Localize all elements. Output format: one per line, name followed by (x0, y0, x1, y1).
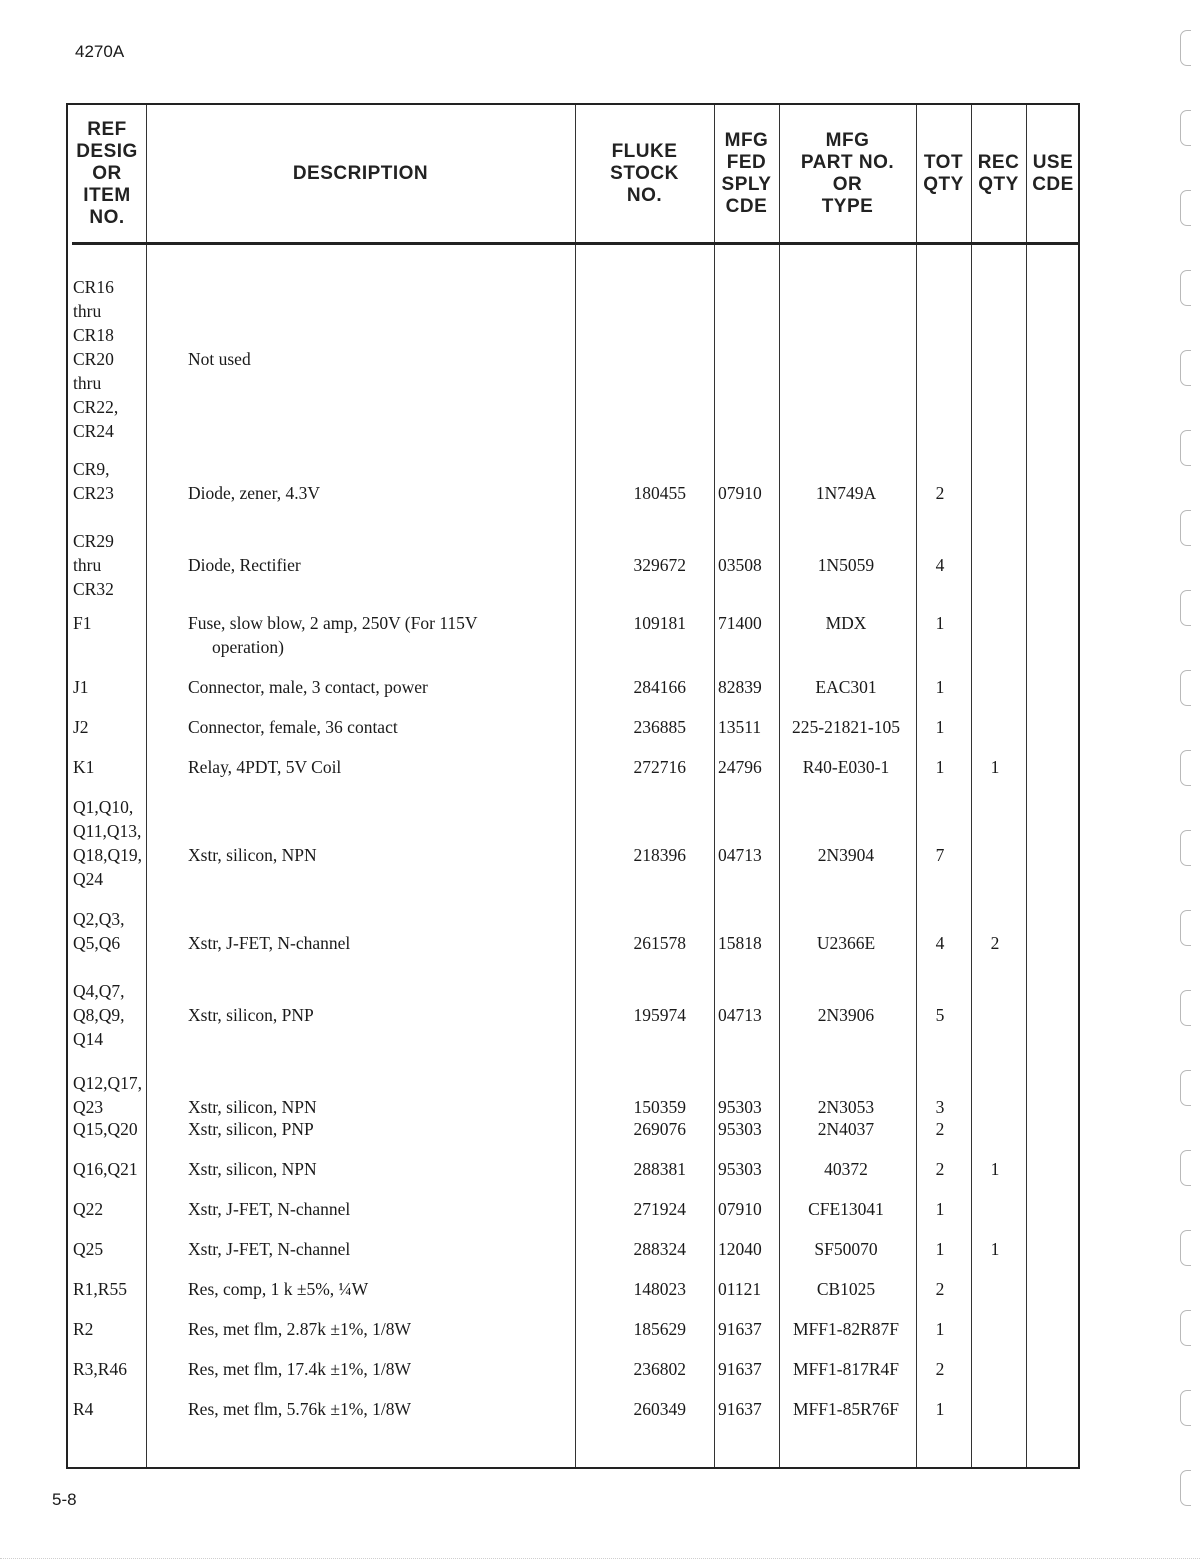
description-cell (188, 1317, 568, 1341)
column-divider (575, 105, 576, 1467)
description-cell (188, 715, 568, 739)
description-text: Xstr, J-FET, N-channel (188, 1239, 351, 1259)
mfg-fed-sply-cde-cell: 71400 (718, 613, 762, 633)
tot-qty-cell: 2 (935, 1359, 945, 1379)
mfg-fed-sply-cde-cell: 01121 (718, 1279, 762, 1299)
tot-qty-cell: 4 (935, 933, 945, 953)
fluke-stock-no-cell: 271924 (633, 1199, 686, 1219)
ref-desig-cell (73, 1397, 147, 1421)
ref-desig-line: R1,R55 (73, 1279, 127, 1299)
ref-desig-line: Q5,Q6 (73, 933, 121, 953)
ref-desig-cell (73, 907, 147, 955)
tot-qty-cell: 1 (935, 677, 945, 697)
ref-desig-cell (73, 457, 147, 505)
description-cell (188, 1277, 568, 1301)
ref-desig-line: Q8,Q9, (73, 1005, 125, 1025)
mfg-fed-sply-cde-cell: 95303 (718, 1159, 762, 1179)
ref-desig-line: CR24 (73, 421, 114, 441)
description-cell (188, 481, 568, 505)
ref-desig-line: CR29 (73, 531, 114, 551)
mfg-fed-sply-cde-cell: 04713 (718, 845, 762, 865)
ref-desig-cell (73, 611, 147, 635)
description-cell (188, 1397, 568, 1421)
ref-desig-line: R4 (73, 1399, 94, 1419)
mfg-part-no-cell: MFF1-817R4F (792, 1359, 899, 1379)
description-text: Relay, 4PDT, 5V Coil (188, 757, 342, 777)
mfg-fed-sply-cde-cell: 15818 (718, 933, 762, 953)
mfg-part-no-cell: MFF1-85R76F (792, 1399, 899, 1419)
column-divider (779, 105, 780, 1467)
binding-holes (1166, 0, 1200, 1568)
page-edge (0, 1558, 1200, 1560)
description-text: Xstr, J-FET, N-channel (188, 1199, 351, 1219)
tot-qty-cell: 1 (935, 1319, 945, 1339)
ref-desig-cell (73, 529, 147, 601)
mfg-part-no-cell: MDX (825, 613, 867, 633)
header-mfg-fed-sply-cde: MFG FED SPLY CDE (721, 129, 772, 217)
ref-desig-line: Q15,Q20 (73, 1119, 138, 1139)
mfg-fed-sply-cde-cell: 04713 (718, 1005, 762, 1025)
ref-desig-line: Q4,Q7, (73, 981, 125, 1001)
ref-desig-line: CR9, (73, 459, 110, 479)
fluke-stock-no-cell: 284166 (633, 677, 686, 697)
mfg-fed-sply-cde-cell: 91637 (718, 1319, 762, 1339)
mfg-part-no-cell: CFE13041 (808, 1199, 884, 1219)
parts-list-table (66, 103, 1080, 1469)
mfg-fed-sply-cde-cell: 07910 (718, 1199, 762, 1219)
ref-desig-line: K1 (73, 757, 95, 777)
description-cell (188, 347, 568, 371)
ref-desig-line: Q2,Q3, (73, 909, 125, 929)
mfg-fed-sply-cde-cell: 91637 (718, 1399, 762, 1419)
ref-desig-cell (73, 1357, 147, 1381)
header-fluke-stock-no: FLUKE STOCK NO. (610, 140, 679, 206)
tot-qty-cell: 2 (935, 483, 945, 503)
mfg-part-no-cell: 1N749A (815, 483, 877, 503)
description-continuation: operation) (212, 637, 284, 657)
tot-qty-cell: 5 (935, 1005, 945, 1025)
column-divider (714, 105, 715, 1467)
ref-desig-line: Q1,Q10, (73, 797, 134, 817)
description-text: Res, met flm, 2.87k ±1%, 1/8W (188, 1319, 411, 1339)
description-text: Connector, female, 36 contact (188, 717, 398, 737)
ref-desig-line: CR22, (73, 397, 119, 417)
header-tot-qty: TOT QTY (923, 151, 964, 195)
mfg-fed-sply-cde-cell: 13511 (718, 717, 762, 737)
mfg-part-no-cell: 40372 (824, 1159, 868, 1179)
description-text: Xstr, silicon, PNP (188, 1005, 314, 1025)
mfg-fed-sply-cde-cell: 95303 (718, 1097, 762, 1117)
fluke-stock-no-cell: 180455 (633, 483, 686, 503)
mfg-part-no-cell: MFF1-82R87F (792, 1319, 899, 1339)
description-cell (188, 1003, 568, 1027)
mfg-part-no-cell: 2N3906 (817, 1005, 875, 1025)
description-text: Res, met flm, 17.4k ±1%, 1/8W (188, 1359, 411, 1379)
description-text: Xstr, silicon, NPN (188, 1159, 317, 1179)
ref-desig-line: thru (73, 373, 102, 393)
header-description: DESCRIPTION (292, 162, 429, 184)
ref-desig-cell (73, 1157, 147, 1181)
ref-desig-line: thru (73, 555, 102, 575)
description-text: Diode, zener, 4.3V (188, 483, 320, 503)
tot-qty-cell: 1 (935, 717, 945, 737)
ref-desig-line: Q14 (73, 1029, 104, 1049)
ref-desig-line: Q22 (73, 1199, 104, 1219)
column-divider (916, 105, 917, 1467)
fluke-stock-no-cell: 288324 (633, 1239, 686, 1259)
header-ref-desig: REF DESIG OR ITEM NO. (76, 118, 138, 228)
ref-desig-line: CR16 (73, 277, 114, 297)
tot-qty-cell: 1 (935, 757, 945, 777)
header-rec-qty: REC QTY (977, 151, 1020, 195)
ref-desig-cell (73, 675, 147, 699)
description-cell (188, 553, 568, 577)
tot-qty-cell: 2 (935, 1279, 945, 1299)
ref-desig-cell (73, 1317, 147, 1341)
tot-qty-cell: 2 (935, 1159, 945, 1179)
mfg-fed-sply-cde-cell: 91637 (718, 1359, 762, 1379)
fluke-stock-no-cell: 288381 (633, 1159, 686, 1179)
fluke-stock-no-cell: 260349 (633, 1399, 686, 1419)
ref-desig-line: Q25 (73, 1239, 104, 1259)
mfg-part-no-cell: R40-E030-1 (802, 757, 890, 777)
ref-desig-cell (73, 1237, 147, 1261)
description-text: Xstr, silicon, NPN (188, 845, 317, 865)
ref-desig-line: Q16,Q21 (73, 1159, 138, 1179)
ref-desig-line: F1 (73, 613, 92, 633)
mfg-part-no-cell: 2N4037 (817, 1119, 875, 1139)
ref-desig-line: thru (73, 301, 102, 321)
ref-desig-line: J2 (73, 717, 89, 737)
description-text: Diode, Rectifier (188, 555, 301, 575)
header-use-cde: USE CDE (1032, 151, 1074, 195)
rec-qty-cell: 1 (990, 757, 1000, 777)
description-text: Not used (188, 349, 251, 369)
ref-desig-cell (73, 795, 147, 891)
fluke-stock-no-cell: 150359 (633, 1097, 686, 1117)
tot-qty-cell: 3 (935, 1097, 945, 1117)
tot-qty-cell: 1 (935, 1199, 945, 1219)
ref-desig-line: J1 (73, 677, 89, 697)
description-cell (188, 843, 568, 867)
rec-qty-cell: 1 (990, 1159, 1000, 1179)
ref-desig-cell (73, 275, 147, 443)
ref-desig-line: Q23 (73, 1097, 104, 1117)
mfg-fed-sply-cde-cell: 03508 (718, 555, 762, 575)
mfg-part-no-cell: 2N3904 (817, 845, 875, 865)
mfg-part-no-cell: U2366E (816, 933, 876, 953)
description-text: Res, comp, 1 k ±5%, ¼W (188, 1279, 369, 1299)
fluke-stock-no-cell: 236885 (633, 717, 686, 737)
fluke-stock-no-cell: 261578 (633, 933, 686, 953)
tot-qty-cell: 4 (935, 555, 945, 575)
ref-desig-line: CR18 (73, 325, 114, 345)
description-text: Fuse, slow blow, 2 amp, 250V (For 115V (188, 613, 478, 633)
ref-desig-line: R3,R46 (73, 1359, 127, 1379)
tot-qty-cell: 7 (935, 845, 945, 865)
description-text: Res, met flm, 5.76k ±1%, 1/8W (188, 1399, 411, 1419)
fluke-stock-no-cell: 329672 (633, 555, 686, 575)
description-text: Connector, male, 3 contact, power (188, 677, 428, 697)
header-divider (72, 242, 1078, 245)
description-cell (188, 1095, 568, 1119)
description-cell (188, 1357, 568, 1381)
ref-desig-cell (73, 1117, 147, 1141)
ref-desig-line: R2 (73, 1319, 94, 1339)
fluke-stock-no-cell: 185629 (633, 1319, 686, 1339)
fluke-stock-no-cell: 269076 (633, 1119, 686, 1139)
mfg-fed-sply-cde-cell: 12040 (718, 1239, 762, 1259)
fluke-stock-no-cell: 272716 (633, 757, 686, 777)
description-cell (188, 931, 568, 955)
description-cell (188, 611, 568, 659)
ref-desig-line: Q11,Q13, (73, 821, 142, 841)
description-cell (188, 1117, 568, 1141)
tot-qty-cell: 1 (935, 1239, 945, 1259)
ref-desig-line: Q18,Q19, (73, 845, 143, 865)
description-text: Xstr, silicon, PNP (188, 1119, 314, 1139)
ref-desig-cell (73, 1071, 147, 1119)
tot-qty-cell: 1 (935, 613, 945, 633)
rec-qty-cell: 1 (990, 1239, 1000, 1259)
mfg-part-no-cell: 1N5059 (817, 555, 875, 575)
ref-desig-line: Q24 (73, 869, 104, 889)
mfg-fed-sply-cde-cell: 07910 (718, 483, 762, 503)
ref-desig-line: CR20 (73, 349, 114, 369)
ref-desig-cell (73, 979, 147, 1051)
ref-desig-cell (73, 755, 147, 779)
description-cell (188, 675, 568, 699)
mfg-part-no-cell: 225-21821-105 (792, 717, 900, 737)
tot-qty-cell: 1 (935, 1399, 945, 1419)
ref-desig-line: CR23 (73, 483, 114, 503)
mfg-part-no-cell: CB1025 (816, 1279, 876, 1299)
fluke-stock-no-cell: 218396 (633, 845, 686, 865)
rec-qty-cell: 2 (990, 933, 1000, 953)
description-cell (188, 755, 568, 779)
tot-qty-cell: 2 (935, 1119, 945, 1139)
description-text: Xstr, silicon, NPN (188, 1097, 317, 1117)
description-text: Xstr, J-FET, N-channel (188, 933, 351, 953)
mfg-fed-sply-cde-cell: 24796 (718, 757, 762, 777)
description-cell (188, 1237, 568, 1261)
header-mfg-part-no: MFG PART NO. OR TYPE (800, 129, 895, 217)
mfg-part-no-cell: SF50070 (814, 1239, 878, 1259)
fluke-stock-no-cell: 148023 (633, 1279, 686, 1299)
mfg-part-no-cell: 2N3053 (817, 1097, 875, 1117)
ref-desig-line: CR32 (73, 579, 114, 599)
ref-desig-line: Q12,Q17, (73, 1073, 143, 1093)
description-cell (188, 1197, 568, 1221)
fluke-stock-no-cell: 236802 (633, 1359, 686, 1379)
mfg-fed-sply-cde-cell: 82839 (718, 677, 762, 697)
mfg-part-no-cell: EAC301 (815, 677, 877, 697)
description-cell (188, 1157, 568, 1181)
page-number: 5-8 (52, 1490, 77, 1509)
ref-desig-cell (73, 715, 147, 739)
fluke-stock-no-cell: 195974 (633, 1005, 686, 1025)
ref-desig-cell (73, 1197, 147, 1221)
column-divider (1026, 105, 1027, 1467)
mfg-fed-sply-cde-cell: 95303 (718, 1119, 762, 1139)
column-divider (971, 105, 972, 1467)
document-code: 4270A (75, 42, 125, 61)
ref-desig-cell (73, 1277, 147, 1301)
fluke-stock-no-cell: 109181 (633, 613, 686, 633)
